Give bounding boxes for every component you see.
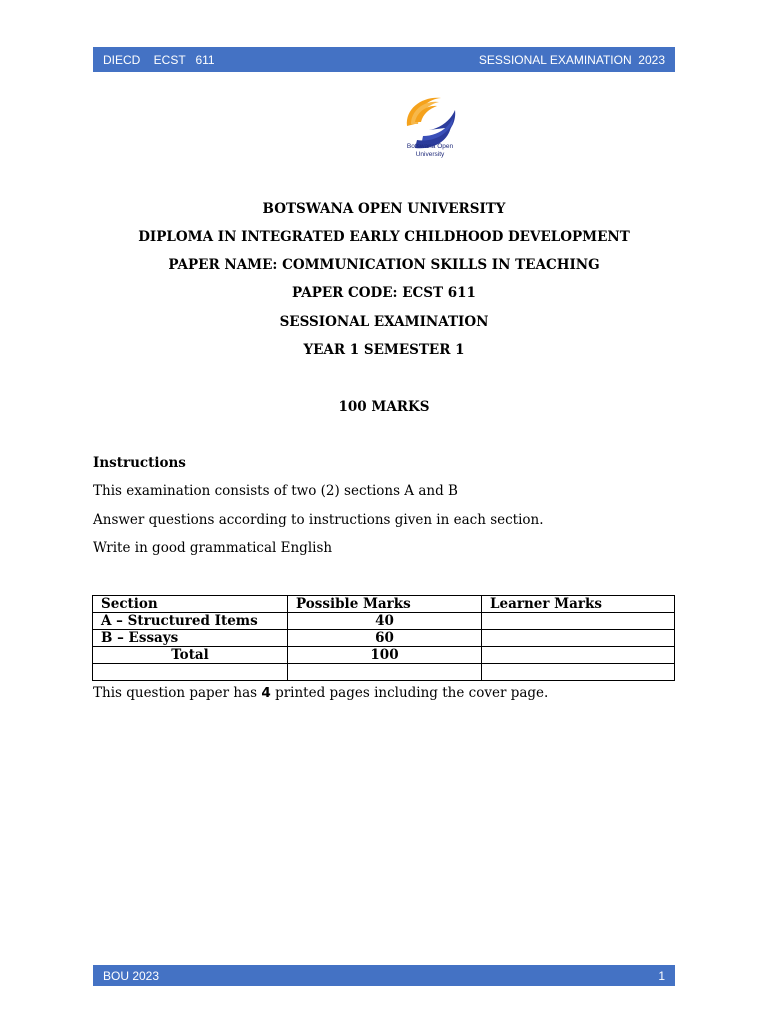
header-course: DIECD ECST 611 [103,52,215,67]
table-cell [482,630,675,647]
table-row [93,647,675,664]
table-cell: A – Structured Items [93,613,288,630]
table-cell: Total [93,647,288,664]
page-count-note: This question paper has 4 printed pages including the cover page. [93,685,549,701]
table-cell: B – Essays [93,630,288,647]
table-cell: 40 [288,613,482,630]
table-cell [482,664,675,681]
page-number: 1 [658,968,665,983]
table-cell [482,613,675,630]
page-count: 4 [261,685,271,701]
university-name: BOTSWANA OPEN UNIVERSITY [262,201,506,217]
table-cell [288,664,482,681]
table-row [93,613,675,630]
marks-table [92,595,675,681]
table-row [93,630,675,647]
header-exam: SESSIONAL EXAMINATION 2023 [478,52,665,67]
table-cell [482,647,675,664]
instruction-line: Answer questions according to instructions given in each section. [93,512,544,528]
table-header-row [93,596,675,613]
paper-name: PAPER NAME: COMMUNICATION SKILLS IN TEACHING [168,257,600,273]
programme-name: DIPLOMA IN INTEGRATED EARLY CHILDHOOD DEVELOPMENT [138,229,630,245]
instruction-line: This examination consists of two (2) sections A and B [93,483,458,499]
table-header: Possible Marks [288,596,482,613]
table-header: Section [93,596,288,613]
table-cell [93,664,288,681]
table-cell: 100 [288,647,482,664]
footer-bar [93,965,675,986]
instructions-heading: Instructions [93,455,186,471]
year-semester: YEAR 1 SEMESTER 1 [303,342,465,358]
exam-type: SESSIONAL EXAMINATION [279,314,489,330]
footer-label: BOU 2023 [103,968,160,983]
logo-caption: Botswana Open University [406,143,454,158]
total-marks: 100 MARKS [338,399,430,415]
paper-code: PAPER CODE: ECST 611 [292,285,476,301]
table-header: Learner Marks [482,596,675,613]
instruction-line: Write in good grammatical English [93,540,333,556]
table-cell: 60 [288,630,482,647]
header-bar [93,47,675,72]
table-row [93,664,675,681]
